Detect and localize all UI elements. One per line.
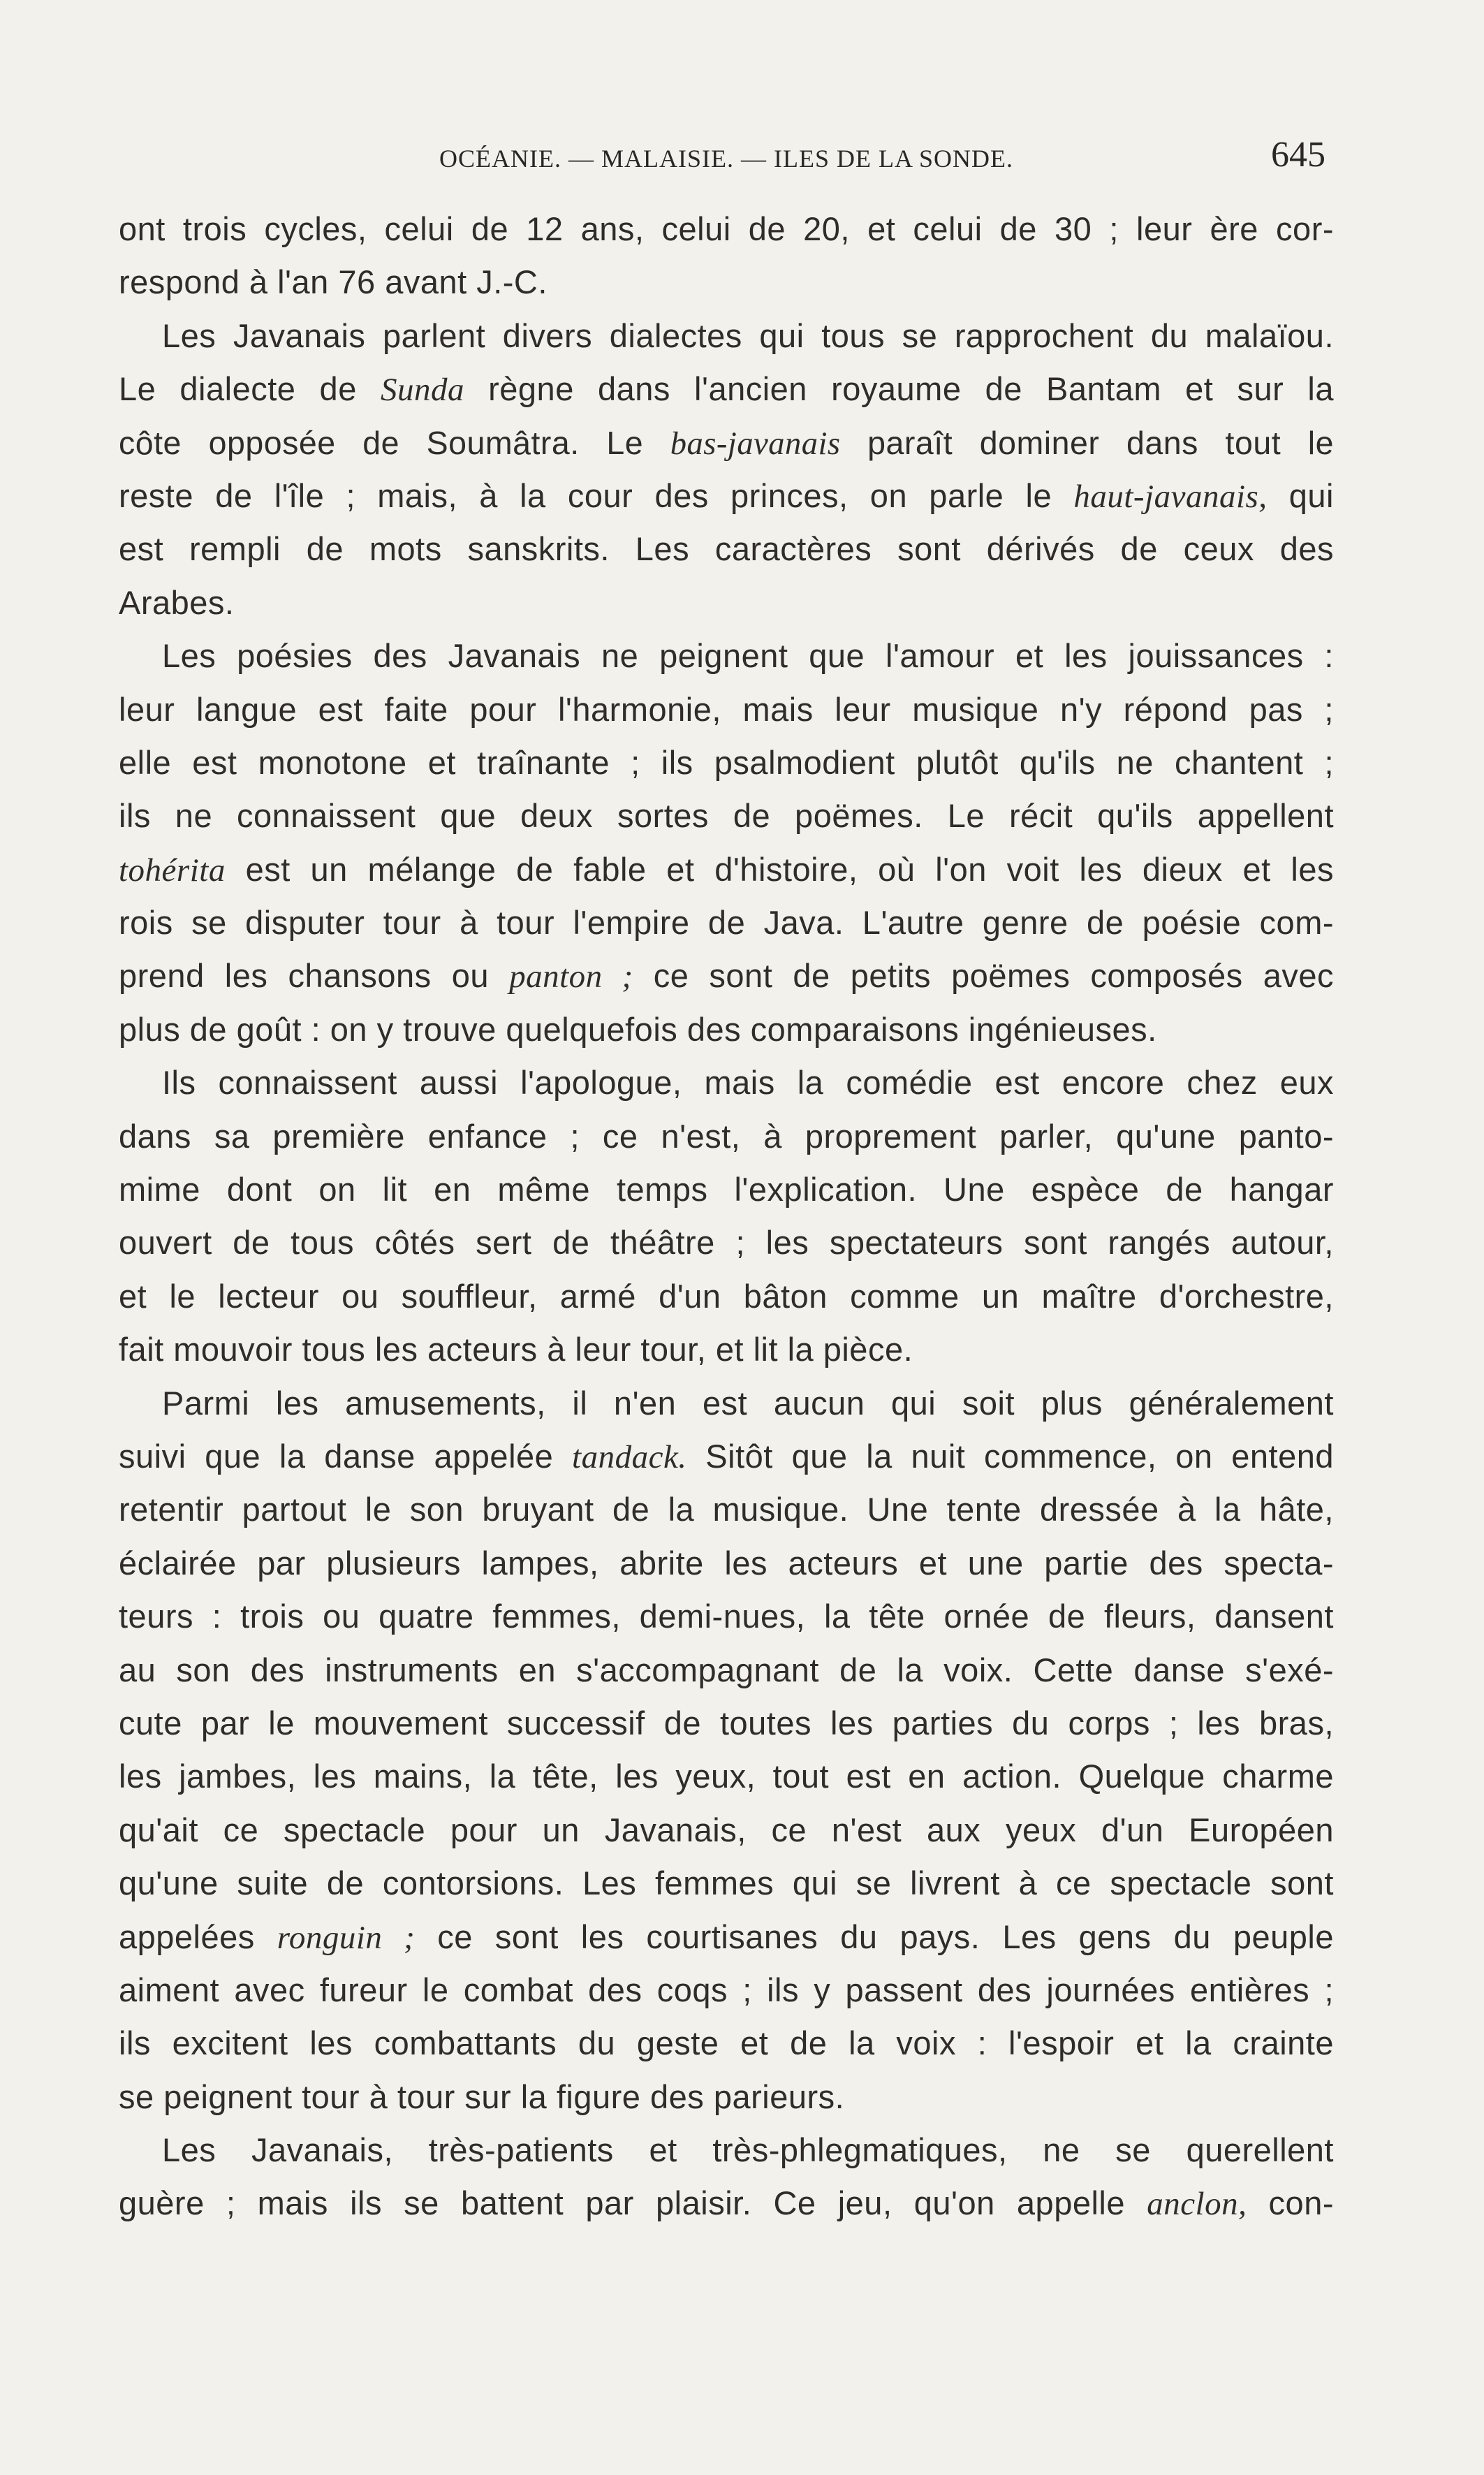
line-text: qu'ait ce spectacle pour un Javanais, ce n'est aux yeux d'un Européen <box>119 1811 1334 1848</box>
text-line <box>119 1964 1334 2017</box>
text-line <box>119 2017 1334 2070</box>
text-line <box>119 363 1334 416</box>
text-line <box>119 1110 1334 1163</box>
italic-term: panton ; <box>509 958 633 995</box>
text-line <box>119 576 1334 629</box>
line-text: mime dont on lit en même temps l'explication. Une espèce de hangar <box>119 1171 1334 1209</box>
text-line <box>119 416 1334 469</box>
line-text: plus de goût : on y trouve quelquefois des comparaisons ingénieuses. <box>119 1010 1157 1048</box>
line-text: Arabes. <box>119 583 235 621</box>
line-text: Les Javanais parlent divers dialectes qui tous se rapprochent du malaïou. <box>162 316 1334 354</box>
line-text: règne dans l'ancien royaume de Bantam et sur la <box>464 370 1334 408</box>
text-line <box>119 1163 1334 1216</box>
line-text: et le lecteur ou souffleur, armé d'un bâton comme un maître d'orchestre, <box>119 1277 1334 1315</box>
italic-term: Sunda <box>380 372 464 409</box>
text-line <box>119 1537 1334 1590</box>
line-text: leur langue est faite pour l'harmonie, mais leur musique n'y répond pas ; <box>119 690 1334 728</box>
text-line <box>119 843 1334 896</box>
text-line <box>119 1377 1334 1430</box>
text-line <box>119 523 1334 576</box>
italic-term: tohérita <box>119 852 226 889</box>
line-text: con- <box>1247 2184 1334 2222</box>
text-line <box>119 629 1334 682</box>
text-line <box>119 1697 1334 1750</box>
line-text: ouvert de tous côtés sert de théâtre ; les spectateurs sont rangés autour, <box>119 1224 1334 1262</box>
italic-term: haut-javanais, <box>1073 478 1268 515</box>
text-line <box>119 1857 1334 1910</box>
line-text: les jambes, les mains, la tête, les yeux, tout est en action. Quelque charme <box>119 1758 1334 1795</box>
text-line <box>119 1323 1334 1376</box>
line-text: retentir partout le son bruyant de la musique. Une tente dressée à la hâte, <box>119 1491 1334 1528</box>
line-text: dans sa première enfance ; ce n'est, à proprement parler, qu'une panto- <box>119 1117 1334 1155</box>
text-line <box>119 469 1334 523</box>
text-line <box>119 1270 1334 1323</box>
text-line <box>119 203 1334 256</box>
text-line <box>119 2124 1334 2177</box>
line-text: se peignent tour à tour sur la figure des parieurs. <box>119 2078 845 2115</box>
line-text: Ils connaissent aussi l'apologue, mais la comédie est encore chez eux <box>162 1064 1334 1102</box>
line-text: aiment avec fureur le combat des coqs ; ils y passent des journées entières ; <box>119 1971 1334 2008</box>
line-text: teurs : trois ou quatre femmes, demi-nues, la tête ornée de fleurs, dansent <box>119 1598 1334 1635</box>
line-text: rois se disputer tour à tour l'empire de Java. L'autre genre de poésie com- <box>119 904 1334 942</box>
line-text: Les Javanais, très-patients et très-phlegmatiques, ne se querellent <box>162 2131 1334 2169</box>
line-text: reste de l'île ; mais, à la cour des princes, on parle le <box>119 476 1074 514</box>
text-line <box>119 949 1334 1002</box>
line-text: Les poésies des Javanais ne peignent que l'amour et les jouissances : <box>162 637 1334 675</box>
text-line <box>119 1483 1334 1536</box>
text-line <box>119 309 1334 363</box>
text-line <box>119 2071 1334 2124</box>
body-text <box>119 203 1334 2231</box>
line-text: est rempli de mots sanskrits. Les caractères sont dérivés de ceux des <box>119 530 1334 568</box>
italic-term: tandack. <box>572 1438 687 1475</box>
text-line <box>119 1911 1334 1964</box>
line-text: ce sont de petits poëmes composés avec <box>633 957 1334 995</box>
page-header <box>119 134 1334 183</box>
italic-term: anclon, <box>1147 2186 1247 2223</box>
text-line <box>119 1804 1334 1857</box>
line-text: paraît dominer dans tout le <box>840 424 1334 461</box>
line-text: qu'une suite de contorsions. Les femmes qui se livrent à ce spectacle sont <box>119 1864 1334 1902</box>
line-text: elle est monotone et traînante ; ils psalmodient plutôt qu'ils ne chantent ; <box>119 743 1334 781</box>
text-line <box>119 1644 1334 1697</box>
text-line <box>119 256 1334 309</box>
line-text: suivi que la danse appelée <box>119 1437 573 1475</box>
text-line <box>119 736 1334 789</box>
text-line <box>119 1216 1334 1269</box>
line-text: cute par le mouvement successif de toutes les parties du corps ; les bras, <box>119 1704 1334 1742</box>
line-text: respond à l'an 76 avant J.-C. <box>119 263 548 301</box>
page-number: 645 <box>1271 135 1325 175</box>
line-text: ce sont les courtisanes du pays. Les gens du peuple <box>415 1918 1334 1955</box>
text-line <box>119 2177 1334 2230</box>
text-line <box>119 789 1334 842</box>
line-text: appelées <box>119 1918 277 1955</box>
text-line <box>119 1750 1334 1803</box>
text-line <box>119 1003 1334 1056</box>
line-text: fait mouvoir tous les acteurs à leur tour, et lit la pièce. <box>119 1331 913 1368</box>
text-line <box>119 1056 1334 1109</box>
text-line <box>119 1590 1334 1643</box>
line-text: guère ; mais ils se battent par plaisir. Ce jeu, qu'on appelle <box>119 2184 1147 2222</box>
line-text: Le dialecte de <box>119 370 381 408</box>
italic-term: ronguin ; <box>277 1919 416 1956</box>
line-text: éclairée par plusieurs lampes, abrite les acteurs et une partie des specta- <box>119 1544 1334 1582</box>
line-text: ils ne connaissent que deux sortes de poëmes. Le récit qu'ils appellent <box>119 797 1334 835</box>
line-text: prend les chansons ou <box>119 957 510 995</box>
running-title: OCÉANIE. — MALAISIE. — ILES DE LA SONDE. <box>439 145 1013 173</box>
line-text: ont trois cycles, celui de 12 ans, celui de 20, et celui de 30 ; leur ère cor- <box>119 210 1334 247</box>
line-text: Parmi les amusements, il n'en est aucun qui soit plus généralement <box>162 1384 1334 1422</box>
line-text: Sitôt que la nuit commence, on entend <box>686 1437 1334 1475</box>
text-line <box>119 896 1334 949</box>
line-text: ils excitent les combattants du geste et de la voix : l'espoir et la crainte <box>119 2024 1334 2062</box>
line-text: qui <box>1267 476 1334 514</box>
line-text: côte opposée de Soumâtra. Le <box>119 424 670 461</box>
text-line <box>119 1430 1334 1483</box>
italic-term: bas-javanais <box>670 425 841 462</box>
line-text: est un mélange de fable et d'histoire, où l'on voit les dieux et les <box>225 850 1334 888</box>
text-line <box>119 683 1334 736</box>
line-text: au son des instruments en s'accompagnant de la voix. Cette danse s'exé- <box>119 1651 1334 1688</box>
